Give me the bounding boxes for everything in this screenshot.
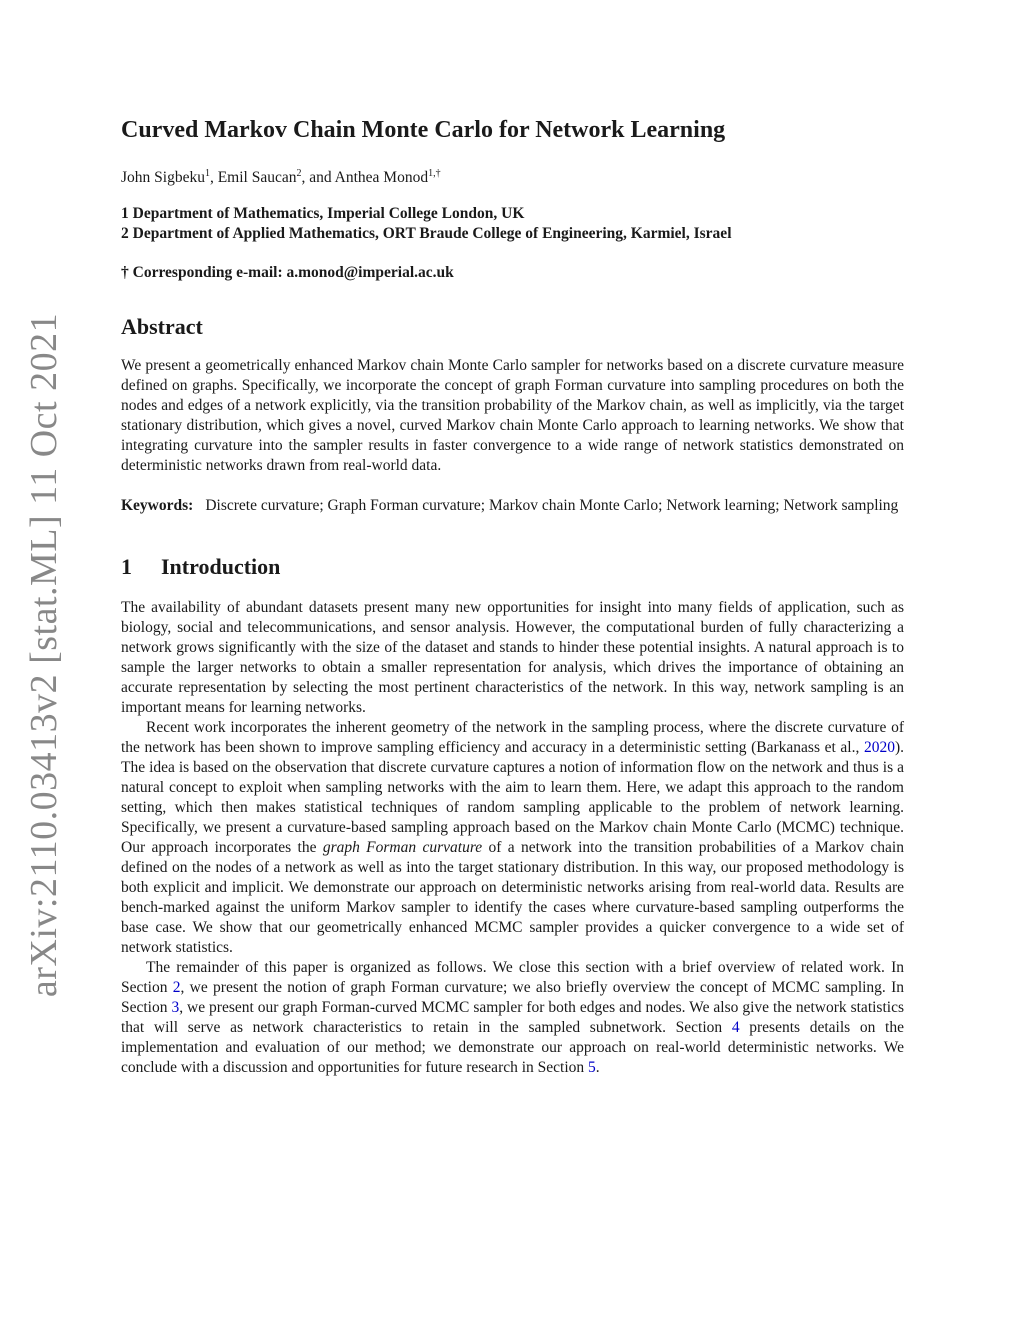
author-name: Emil Saucan: [217, 169, 297, 187]
affiliation-marker: 1: [204, 168, 210, 179]
author-name: John Sigbeku: [121, 169, 205, 187]
section-link[interactable]: 3: [171, 999, 180, 1017]
paper-title: Curved Markov Chain Monte Carlo for Network Learning: [121, 117, 726, 143]
intro-paragraph-1: The availability of abundant datasets present many new opportunities for insight into many fields of application, such as biology, social and telecommunications, and sensor analysis. However, the computational burden of fully characterizing a network grows significantly with the size of the dataset and stands to hinder these potential insights. A natural approach is to sample the larger networks to obtain a smaller representation for analysis, which drives the importance of obtaining an accurate representation by selecting the most pertinent characteristics of the network. In this way, network sampling is an important means for learning networks.: [121, 599, 904, 717]
intro-paragraph-3: The remainder of this paper is organized as follows. We close this section with a brief overview of related work. In Section 2, we present the notion of graph Forman curvature; we also briefly overview the concept of MCMC sampling. In Section 3, we present our graph Forman-curved MCMC sampler for both edges and nodes. We also give the network statistics that will serve as network characteristics to retain in the sampled subnetwork. Section 4 presents details on the implementation and evaluation of our method; we demonstrate our approach on real-world deterministic networks. We conclude with a discussion and opportunities for future research in Section 5.: [121, 959, 904, 1077]
keywords-text: Discrete curvature; Graph Forman curvature; Markov chain Monte Carlo; Network learning; Network sampling: [205, 497, 899, 515]
author-name: Anthea Monod: [334, 169, 429, 187]
paper-page: [121, 114, 904, 1078]
section-heading-introduction: [121, 552, 904, 582]
keywords-label: Keywords:: [121, 497, 194, 515]
section-title: Introduction: [161, 554, 281, 580]
affiliation-marker: 1,†: [428, 168, 441, 179]
affiliation-line: 1 Department of Mathematics, Imperial College London, UK: [121, 205, 525, 223]
intro-paragraph-2: Recent work incorporates the inherent geometry of the network in the sampling process, where the discrete curvature of the network has been shown to improve sampling efficiency and accuracy in a deterministic setting (Barkanass et al., 2020). The idea is based on the observation that discrete curvature captures a notion of information flow on the network and thus is a natural concept to exploit when sampling networks with the aim to learn them. Here, we adapt this approach to the random setting, which then makes statistical techniques of random sampling applicable to the problem of network learning. Specifically, we present a curvature-based sampling approach based on the Markov chain Monte Carlo (MCMC) technique. Our approach incorporates the graph Forman curvature of a network into the transition probabilities of a Markov chain defined on the nodes of a network as well as into the target stationary distribution. In this way, our proposed methodology is both explicit and implicit. We demonstrate our approach on deterministic networks arising from real-world data. Results are bench-marked against the uniform Markov sampler to identify the cases where curvature-based sampling outperforms the base case. We show that our geometrically enhanced MCMC sampler provides a quicker convergence to a wide set of network statistics.: [121, 719, 904, 957]
affiliation-line: 2 Department of Applied Mathematics, ORT Braude College of Engineering, Karmiel, Israel: [121, 225, 732, 243]
section-link[interactable]: 5: [588, 1059, 596, 1077]
citation-link[interactable]: 2020: [863, 739, 895, 757]
abstract-heading: Abstract: [121, 314, 203, 340]
section-link[interactable]: 2: [172, 979, 181, 997]
section-link[interactable]: 4: [731, 1019, 740, 1037]
arxiv-identifier: arXiv:2110.03413v2 [stat.ML] 11 Oct 2021: [23, 312, 65, 998]
corresponding-email: † Corresponding e-mail: a.monod@imperial.ac.uk: [121, 264, 454, 282]
section-number: 1: [121, 554, 132, 580]
abstract-body: We present a geometrically enhanced Markov chain Monte Carlo sampler for networks based on a discrete curvature measure defined on graphs. Specifically, we incorporate the concept of graph Forman curvature into sampling procedures on both the nodes and edges of a network explicitly, via the transition probability of the Markov chain, as well as implicitly, via the target stationary distribution, which gives a novel, curved Markov chain Monte Carlo approach to learning networks. We show that integrating curvature into the sampler results in faster convergence to a wide range of network statistics demonstrated on deterministic networks drawn from real-world data.: [121, 357, 904, 475]
keywords: [121, 496, 904, 516]
affiliation-marker: 2: [296, 168, 302, 179]
affiliations: [121, 204, 904, 244]
author-list: John Sigbeku$^1$, Emil Saucan$^2$, and Anthea Monod$^{1,\dagger}$: [121, 168, 441, 187]
arxiv-sidebar: [14, 312, 74, 998]
emphasis-term: graph Forman curvature: [322, 839, 483, 857]
